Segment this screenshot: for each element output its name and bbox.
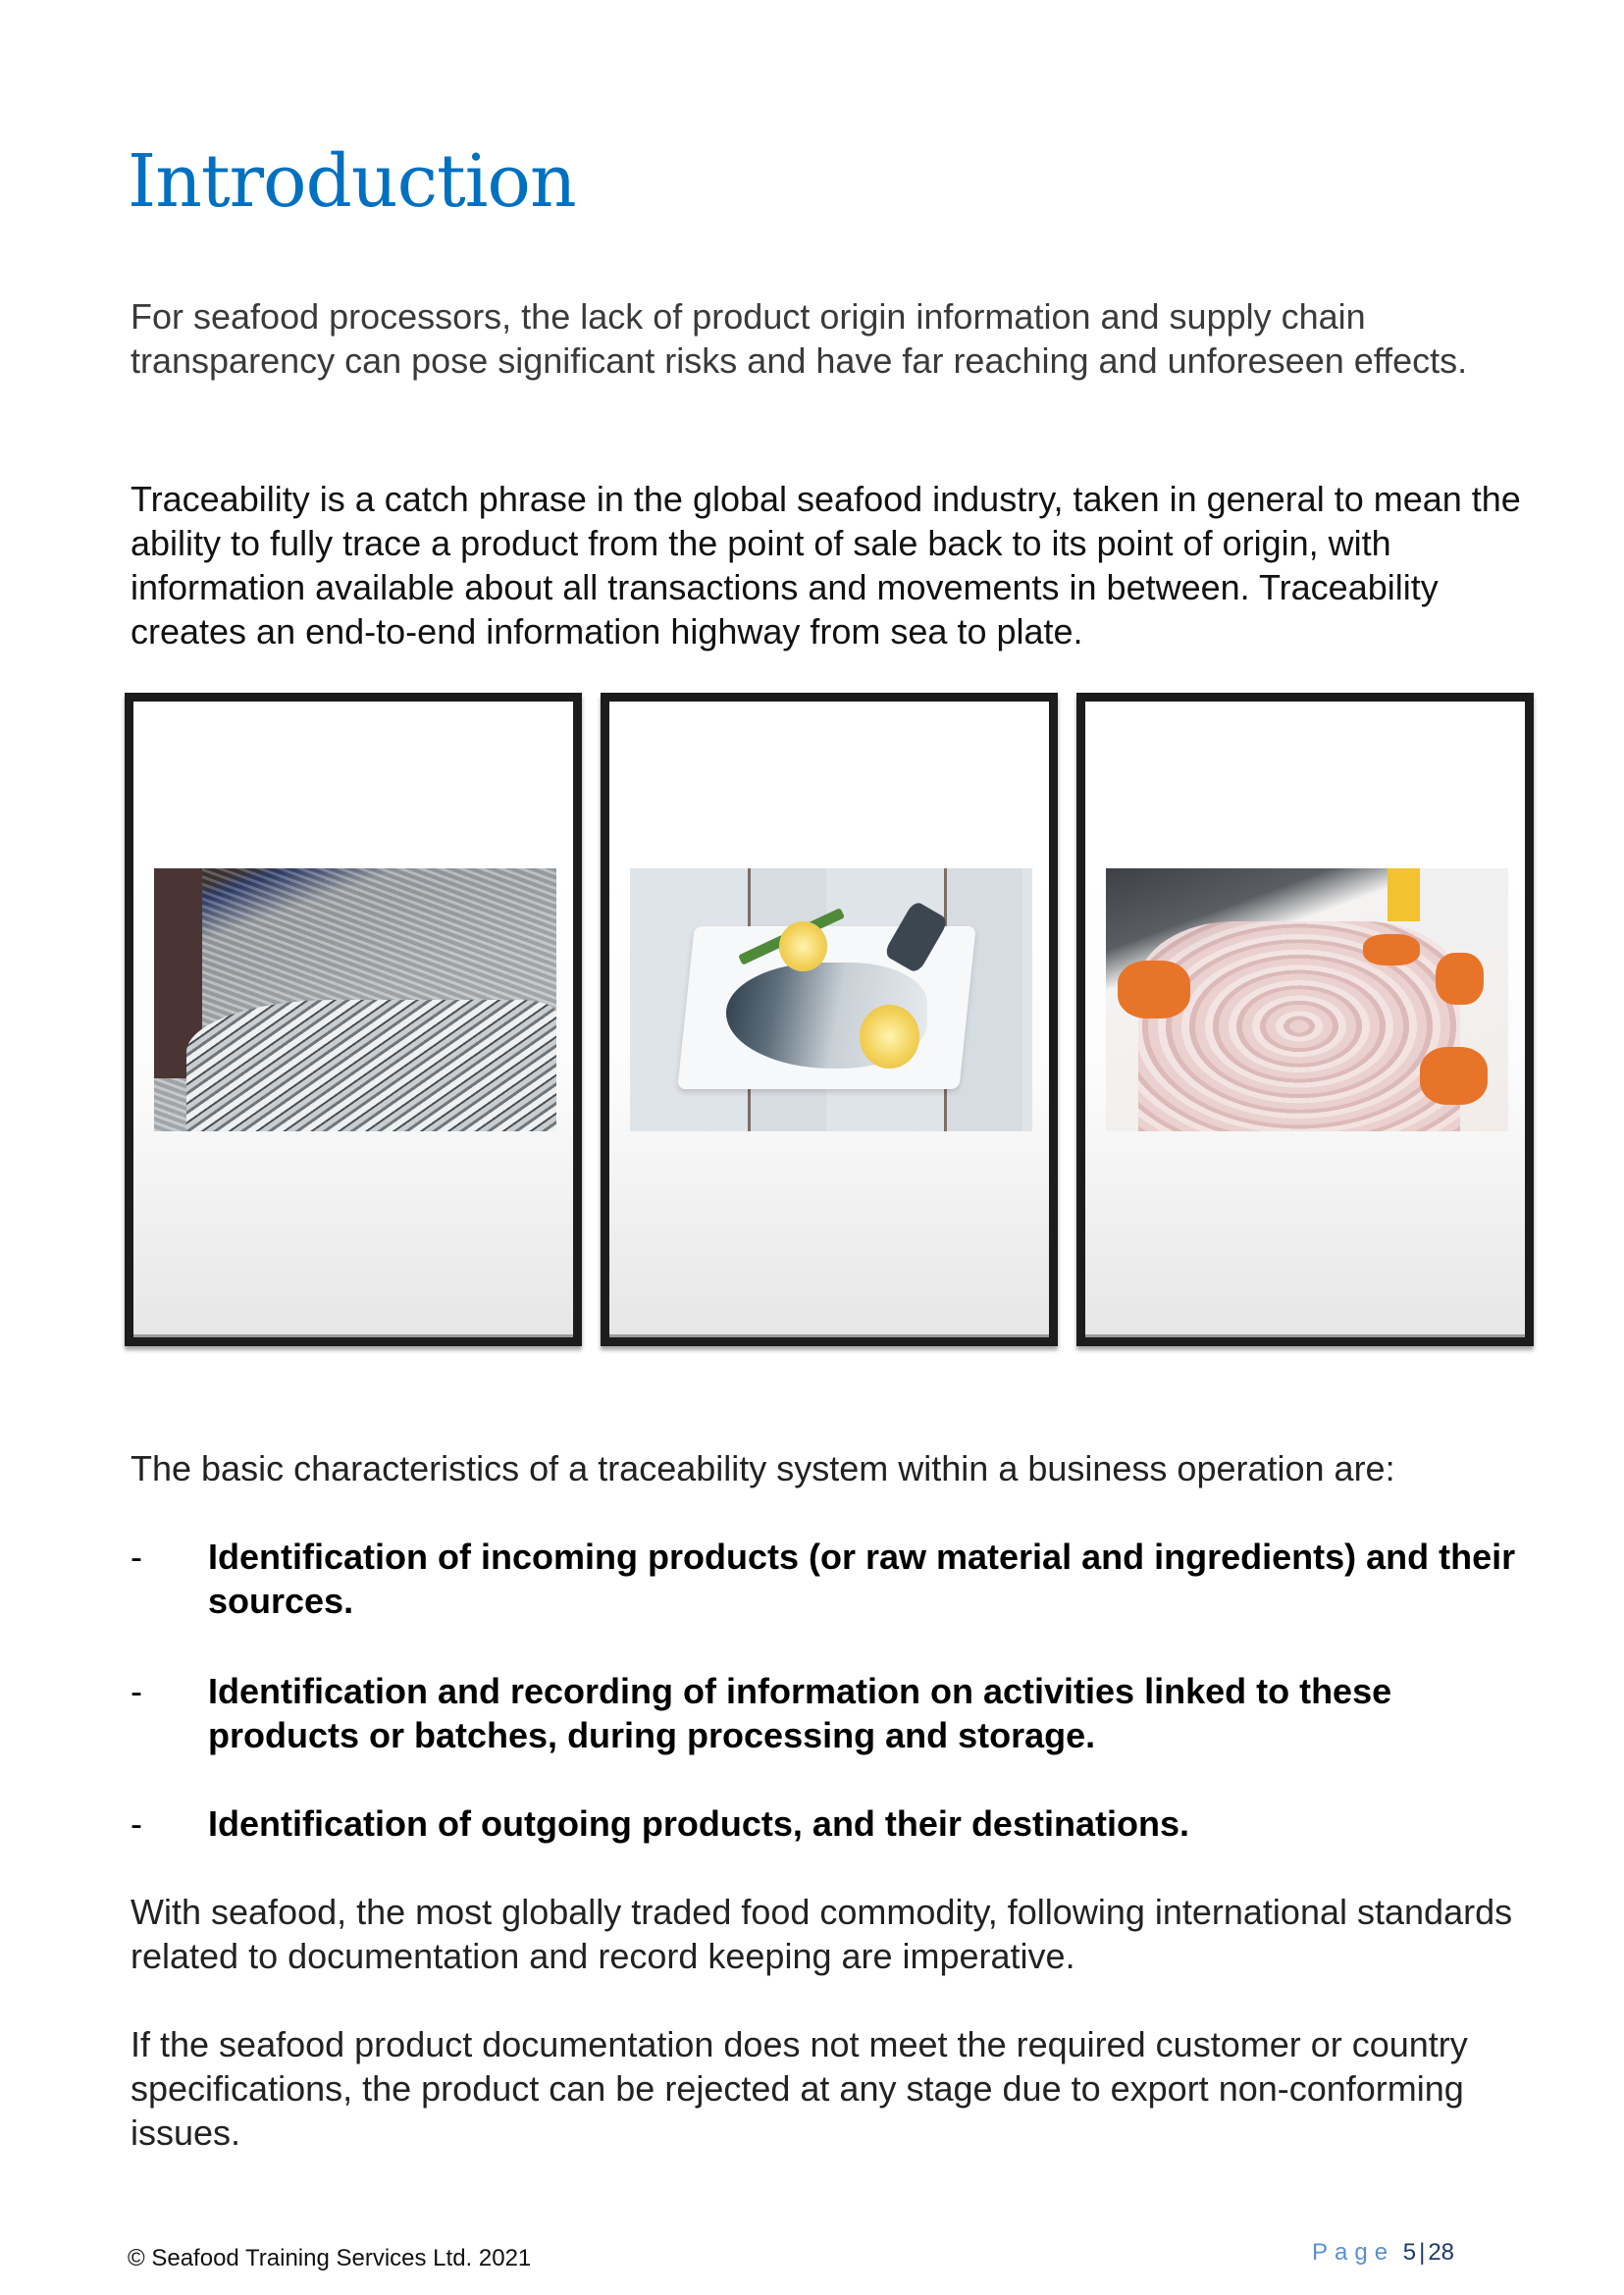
characteristics-list	[131, 1535, 1544, 1623]
orange-glove	[1363, 934, 1419, 965]
footer-copyright: © Seafood Training Services Ltd. 2021	[128, 2245, 532, 2271]
lemon-half	[860, 1005, 920, 1068]
processing-line-photo	[1106, 868, 1508, 1131]
rejection-paragraph: If the seafood product documentation does not meet the required customer or country specifications, the product can be rejected at any stage due to export non-conforming issues.	[131, 2024, 1468, 2153]
orange-glove	[1436, 953, 1484, 1006]
worker-apron-yellow	[1388, 868, 1420, 921]
total-pages: 28	[1428, 2239, 1455, 2266]
bullet-dash: -	[131, 1537, 142, 1577]
current-page: 5	[1402, 2239, 1417, 2266]
bullet-dash: -	[131, 1671, 142, 1711]
image-frame	[601, 693, 1058, 1346]
list-item-text: Identification of incoming products (or raw material and ingredients) and their sources.	[208, 1537, 1516, 1621]
bullet-dash: -	[131, 1803, 142, 1844]
plated-fish-photo	[630, 868, 1032, 1131]
page-label: Page	[1312, 2239, 1395, 2266]
characteristics-list	[131, 1801, 1544, 1846]
fish-pile	[186, 1000, 556, 1131]
global-trade-paragraph: With seafood, the most globally traded food commodity, following international standards related to documentation and record keeping are imperative.	[131, 1892, 1513, 1976]
page-separator: |	[1419, 2239, 1426, 2266]
lemon-half	[779, 921, 827, 971]
orange-glove	[1118, 961, 1190, 1018]
list-item	[131, 1801, 1544, 1846]
page-title: Introduction	[128, 139, 576, 224]
traceability-paragraph: Traceability is a catch phrase in the global seafood industry, taken in general to mean the ability to fully trace a product from the point of sale back to its point of origin, with information available about all transactions and movements in between. Traceability creates an end-to-end information highway from sea to plate.	[131, 479, 1521, 652]
characteristics-intro: The basic characteristics of a traceability system within a business operation are:	[131, 1448, 1395, 1488]
image-frame	[125, 693, 582, 1346]
image-frame	[1076, 693, 1534, 1346]
orange-glove	[1420, 1047, 1489, 1105]
fish-catch-photo	[154, 868, 556, 1131]
intro-paragraph: For seafood processors, the lack of product origin information and supply chain transparency can pose significant risks and have far reaching and unforeseen effects.	[131, 296, 1468, 381]
page-number	[1312, 2239, 1454, 2267]
list-item-text: Identification of outgoing products, and their destinations.	[208, 1803, 1189, 1844]
characteristics-list	[131, 1669, 1544, 1757]
list-item	[131, 1669, 1544, 1757]
list-item-text: Identification and recording of information on activities linked to these products or batches, during processing and storage.	[208, 1671, 1392, 1755]
list-item	[131, 1535, 1544, 1623]
